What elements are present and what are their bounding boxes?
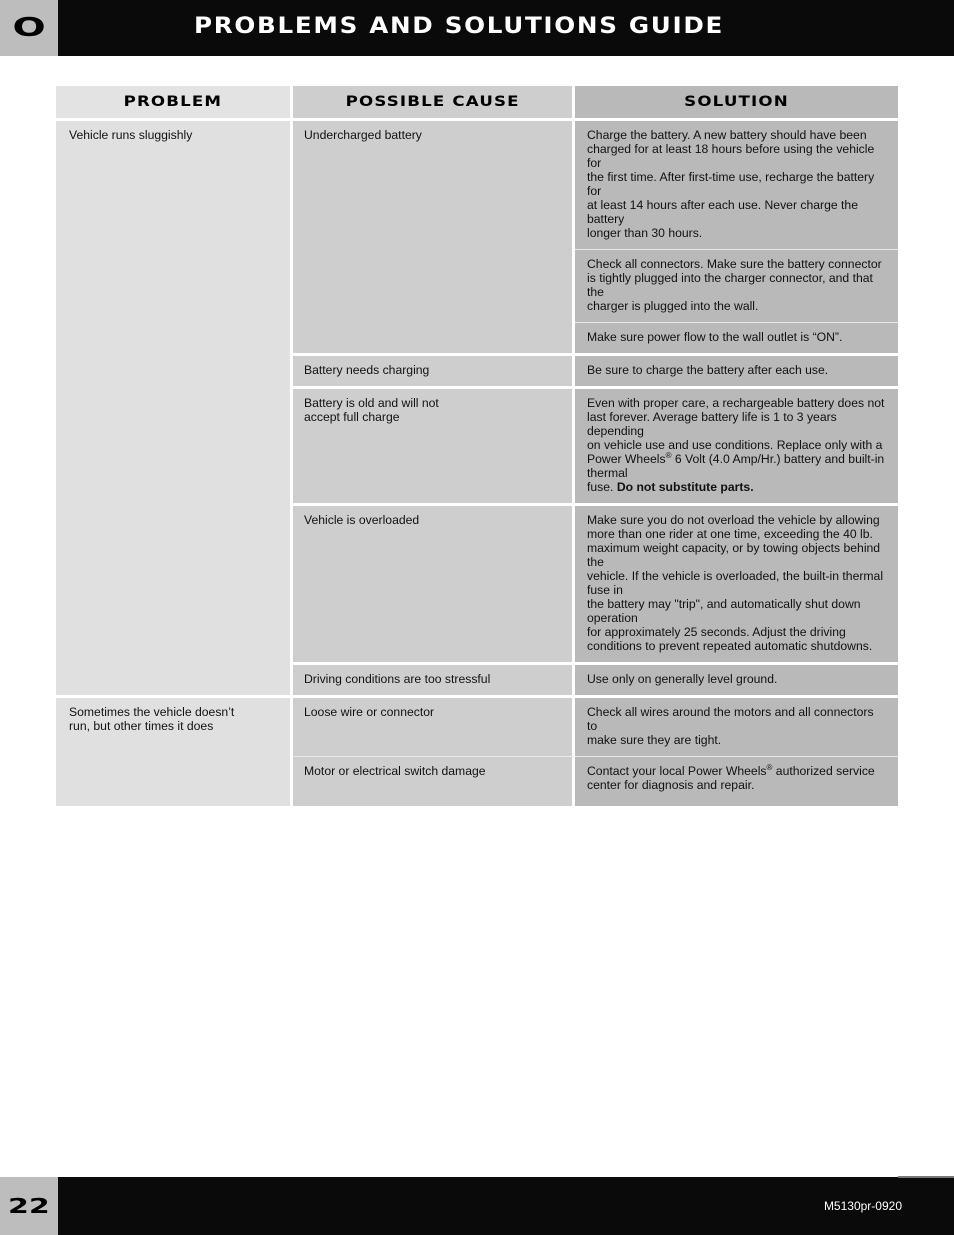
page-title: PROBLEMS AND SOLUTIONS GUIDE [194,14,724,39]
solution-cell: Even with proper care, a rechargeable battery does not last forever. Average battery life is 1 to 3 years depending on vehicle use and use conditions. Replace only with a Power Wheels® 6 Volt (4.0 Amp/Hr.) battery and built-in thermal fuse. Do not substitute parts. [575,386,898,503]
footer-corner-line [898,1176,954,1178]
cause-cell: Battery is old and will not accept full charge [293,386,575,503]
page-number-tab [0,1177,58,1235]
table-header-row [56,86,898,121]
solution-cell: Be sure to charge the battery after each use. [575,353,898,386]
problem-cell: Sometimes the vehicle doesn’t run, but other times it does [56,695,293,806]
solution-cell: Contact your local Power Wheels® authorized service center for diagnosis and repair. [575,756,898,806]
cause-cell: Vehicle is overloaded [293,503,575,662]
cause-cell: Motor or electrical switch damage [293,756,575,806]
header-problem: PROBLEM [56,86,293,121]
solution-cell: Make sure you do not overload the vehicle by allowing more than one rider at one time, exceeding the 40 lb. maximum weight capacity, or by towing objects behind the vehicle. If the vehicle is overloaded, the built-in thermal fuse in the battery may "trip", and automatically shut down operation for approximately 25 seconds. Adjust the driving conditions to prevent repeated automatic shutdowns. [575,503,898,662]
cause-cell: Undercharged battery [293,121,575,353]
table-row [56,121,898,249]
solution-cell: Check all wires around the motors and all connectors to make sure they are tight. [575,695,898,756]
solution-cell: Use only on generally level ground. [575,662,898,695]
footer-bar [0,1177,954,1235]
solution-cell: Make sure power flow to the wall outlet is “ON”. [575,322,898,353]
section-tab [0,0,58,56]
table-row [56,695,898,756]
cause-cell: Driving conditions are too stressful [293,662,575,695]
header-solution: SOLUTION [575,86,898,121]
header-cause: POSSIBLE CAUSE [293,86,575,121]
page-number: 22 [8,1194,50,1218]
problem-cell: Vehicle runs sluggishly [56,121,293,695]
solution-cell: Charge the battery. A new battery should have been charged for at least 18 hours before using the vehicle for the first time. After first-time use, recharge the battery for at least 14 hours after each use. Never charge the battery longer than 30 hours. [575,121,898,249]
cause-cell: Battery needs charging [293,353,575,386]
section-letter: O [12,13,46,43]
cause-cell: Loose wire or connector [293,695,575,756]
document-code: M5130pr-0920 [823,1199,902,1213]
problems-solutions-table [56,86,898,806]
solution-cell: Check all connectors. Make sure the battery connector is tightly plugged into the charger connector, and that the charger is plugged into the wall. [575,249,898,322]
